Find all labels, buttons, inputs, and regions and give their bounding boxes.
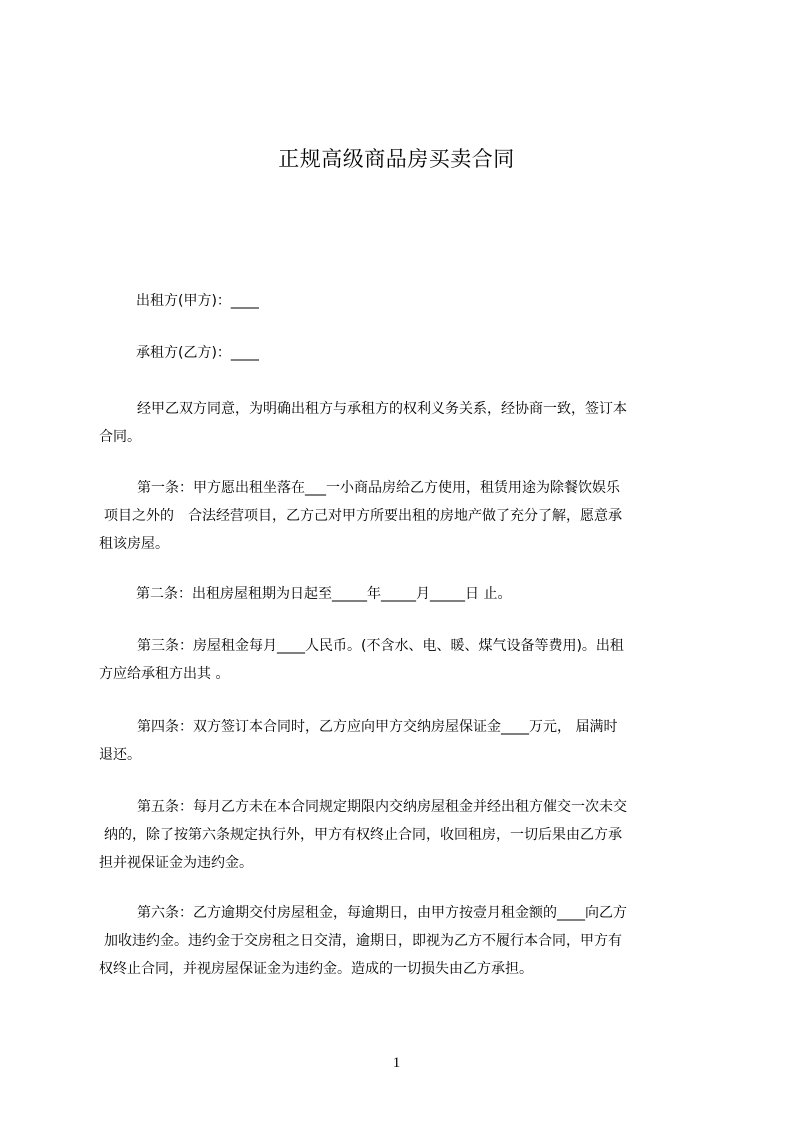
article-6	[99, 899, 699, 983]
article-3	[99, 632, 699, 688]
article-4-line-1: 第四条：双方签订本合同时，乙方应向甲方交纳房屋保证金____万元， 届满时	[137, 719, 618, 735]
article-6-line-2: 加收违约金。违约金于交房租之日交清，逾期日，即视为乙方不履行本合同，甲方有	[104, 933, 622, 949]
article-2-line-1: 第二条：出租房屋租期为日起至_____年_____月_____日 止。	[136, 586, 512, 602]
article-1-line-1: 第一条：甲方愿出租坐落在___一小商品房给乙方使用，租赁用途为除餐饮娱乐	[137, 480, 620, 496]
article-5-line-1: 第五条：每月乙方未在本合同规定期限内交纳房屋租金并经出租方催交一次未交	[137, 799, 627, 815]
intro-line-1: 经甲乙双方同意，为明确出租方与承租方的权利义务关系，经协商一致，签订本	[137, 401, 627, 417]
article-1-line-2: 项目之外的 合法经营项目，乙方己对甲方所要出租的房地产做了充分了解，愿意承	[104, 508, 622, 524]
article-1	[99, 474, 699, 558]
intro-line-2: 合同。	[99, 429, 141, 445]
article-6-line-3: 权终止合同，并视房屋保证金为违约金。造成的一切损失由乙方承担。	[99, 961, 533, 977]
article-5	[99, 793, 699, 877]
intro-paragraph	[99, 395, 699, 451]
article-2	[99, 580, 699, 608]
lessor-line: 出租方(甲方)：____	[136, 293, 259, 309]
lessee-line: 承租方(乙方)：____	[136, 345, 259, 361]
article-1-line-3: 租该房屋。	[99, 536, 169, 552]
article-3-line-1: 第三条：房屋租金每月____人民币。(不含水、电、暖、煤气设备等费用)。出租	[137, 638, 624, 654]
page-number: 1	[392, 1055, 401, 1071]
article-4-line-2: 退还。	[99, 747, 141, 763]
article-4	[99, 713, 699, 769]
article-5-line-2: 纳的，除了按第六条规定执行外，甲方有权终止合同，收回租房，一切后果由乙方承	[104, 827, 622, 843]
article-3-line-2: 方应给承租方出其 。	[99, 666, 230, 682]
article-6-line-1: 第六条：乙方逾期交付房屋租金，每逾期日，由甲方按壹月租金额的____向乙方	[137, 905, 627, 921]
article-5-line-3: 担并视保证金为违约金。	[99, 855, 253, 871]
document-title: 正规高级商品房买卖合同	[278, 147, 515, 171]
